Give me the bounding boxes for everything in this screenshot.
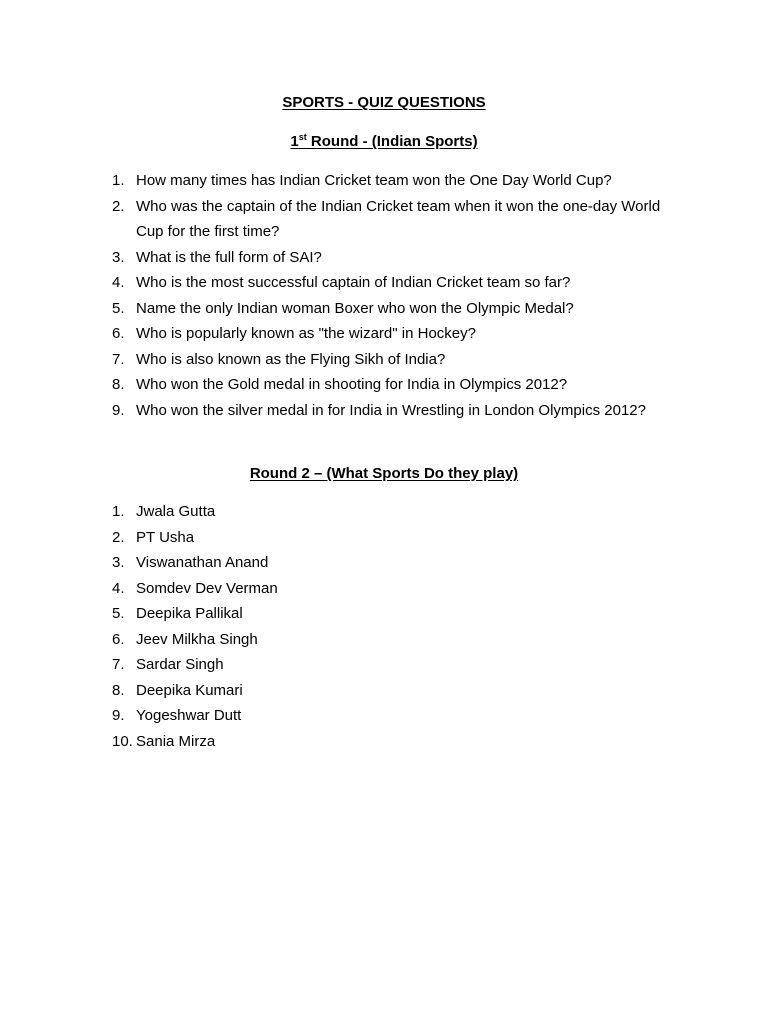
player-name: Viswanathan Anand (136, 554, 269, 571)
question-text: How many times has Indian Cricket team won the One Day World Cup? (136, 172, 612, 189)
player-name: Deepika Kumari (136, 681, 243, 699)
question-text: Who was the captain of the Indian Cricket team when it won the one-day World Cup for the first time? (136, 197, 661, 240)
list-item-number: 7. (112, 656, 125, 673)
list-item (112, 168, 672, 194)
round2-player-list (112, 499, 672, 754)
list-item (112, 398, 672, 424)
list-item-number: 8. (112, 376, 125, 393)
list-item (112, 627, 672, 653)
round1-heading-number: 1 (290, 133, 299, 150)
question-text: Who won the silver medal in for India in Wrestling in London Olympics 2012? (136, 401, 646, 419)
list-item-number: 8. (112, 681, 125, 699)
list-item-number: 6. (112, 630, 125, 648)
document-title: SPORTS - QUIZ QUESTIONS (282, 94, 486, 111)
player-name: Yogeshwar Dutt (136, 707, 242, 724)
player-name: Jeev Milkha Singh (136, 630, 258, 648)
list-item (112, 525, 672, 551)
list-item-number: 1. (112, 503, 125, 520)
list-item (112, 321, 672, 347)
question-text: Who is popularly known as "the wizard" in Hockey? (136, 325, 476, 342)
question-text: Who is the most successful captain of Indian Cricket team so far? (136, 274, 571, 291)
list-item-number: 6. (112, 325, 125, 342)
player-name: PT Usha (136, 528, 195, 546)
list-item-number: 3. (112, 554, 125, 571)
list-item (112, 499, 672, 525)
list-item (112, 652, 672, 678)
list-item-number: 5. (112, 605, 125, 622)
player-name: Sania Mirza (136, 732, 216, 750)
list-item-number: 10. (112, 732, 133, 750)
player-name: Sardar Singh (136, 656, 224, 673)
list-item (112, 576, 672, 602)
question-text: Who is also known as the Flying Sikh of India? (136, 350, 446, 368)
list-item (112, 601, 672, 627)
list-item-number: 7. (112, 350, 125, 368)
list-item-number: 5. (112, 299, 125, 317)
round1-question-list (112, 168, 672, 423)
list-item (112, 270, 672, 296)
list-item-number: 2. (112, 197, 125, 215)
list-item-number: 9. (112, 401, 125, 419)
list-item (112, 296, 672, 322)
list-item (112, 703, 672, 729)
question-text: Name the only Indian woman Boxer who won the Olympic Medal? (136, 299, 574, 317)
question-text: What is the full form of SAI? (136, 248, 322, 266)
player-name: Deepika Pallikal (136, 605, 243, 622)
round1-heading-text: Round - (Indian Sports) (306, 133, 478, 150)
list-item (112, 194, 672, 245)
list-item-number: 4. (112, 274, 125, 291)
round1-heading (0, 133, 768, 150)
list-item-number: 9. (112, 707, 125, 724)
list-item (112, 550, 672, 576)
list-item-number: 4. (112, 579, 125, 597)
round2-heading: Round 2 – (What Sports Do they play) (249, 465, 519, 482)
list-item-number: 1. (112, 172, 125, 189)
list-item (112, 678, 672, 704)
list-item (112, 729, 672, 755)
question-text: Who won the Gold medal in shooting for India in Olympics 2012? (136, 376, 568, 393)
list-item (112, 347, 672, 373)
player-name: Somdev Dev Verman (136, 579, 278, 597)
list-item (112, 372, 672, 398)
list-item (112, 245, 672, 271)
list-item-number: 3. (112, 248, 125, 266)
round1-heading-ordinal: st (298, 132, 307, 142)
player-name: Jwala Gutta (136, 503, 216, 520)
list-item-number: 2. (112, 528, 125, 546)
